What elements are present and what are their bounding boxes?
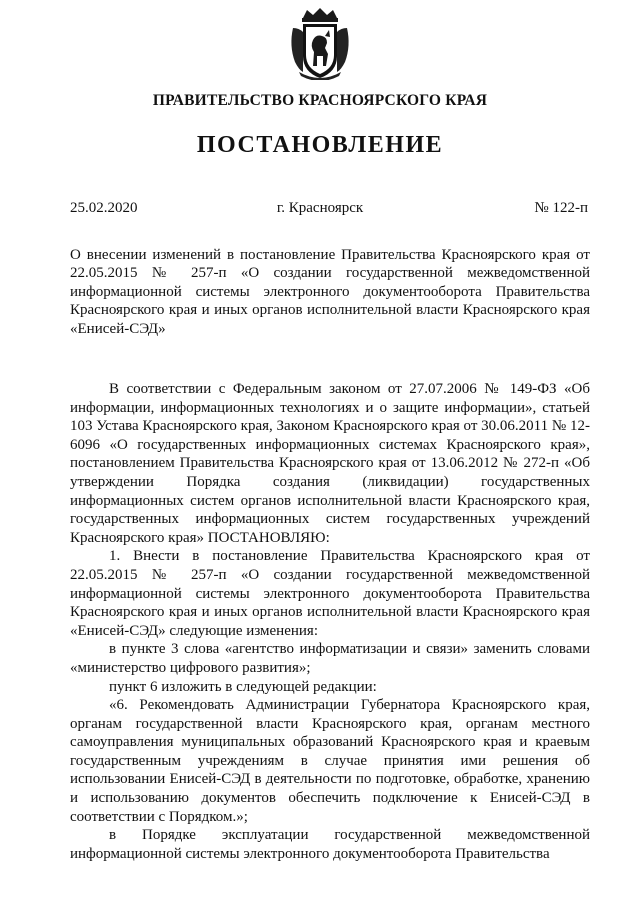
change-point-6-intro-paragraph: пункт 6 изложить в следующей редакции: [109,678,377,695]
preamble-paragraph: В соответствии с Федеральным законом от 27.07.2006 № 149-ФЗ «Об информации, информационных технологиях и о защите информации», статьей 103 Устава Красноярского края, Законом Красноярского края от 30.06.2011 № 12-6096 «О государственных информационных системах Красноярского края», постановлением Правительства Красноярского края от 13.06.2012 № 272-п «Об утверждении Порядка создания (ликвидации) государственных информационных систем органов исполнительной власти Красноярского края, государственных информационных систем государственных учреждений Красноярского края» ПОСТАНОВЛЯЮ: [70,381,590,546]
item-1-paragraph: 1. Внести в постановление Правительства Красноярского края от 22.05.2015 № 257-п «О создании государственной межведомственной информационной системы электронного документооборота Правительства Красноярского края и иных органов исполнительной власти Красноярского края «Енисей-СЭД» следующие изменения: [70,548,590,639]
coat-of-arms-icon [289,6,351,80]
document-number: № 122-п [534,200,588,216]
organization-title: ПРАВИТЕЛЬСТВО КРАСНОЯРСКОГО КРАЯ [152,92,488,109]
change-point-3-paragraph: в пункте 3 слова «агентство информатизации и связи» заменить словами «министерство цифрового развития»; [70,641,590,676]
document-body [70,380,590,863]
document-type-title: ПОСТАНОВЛЕНИЕ [196,132,444,158]
change-procedure-paragraph: в Порядке эксплуатации государственной межведомственной информационной системы электронного документооборота Правительства [70,827,590,862]
document-subject: О внесении изменений в постановление Правительства Красноярского края от 22.05.2015 № 257-п «О создании государственной межведомственной информационной системы электронного документооборота Правительства Красноярского края и иных органов исполнительной власти Красноярского края «Енисей-СЭД» [70,247,590,337]
document-city: г. Красноярск [276,200,364,216]
change-point-6-text-paragraph: «6. Рекомендовать Администрации Губернатора Красноярского края, органам государственной власти Красноярского края, органам местного самоуправления муниципальных образований Красноярского края и краевым государственным учреждениям в случае принятия ими решения об использовании Енисей-СЭД в деятельности по подготовке, обработке, хранению и использованию документов обеспечить подключение к Енисей-СЭД в соответствии с Порядком.»; [70,697,590,825]
document-date: 25.02.2020 [70,200,138,216]
